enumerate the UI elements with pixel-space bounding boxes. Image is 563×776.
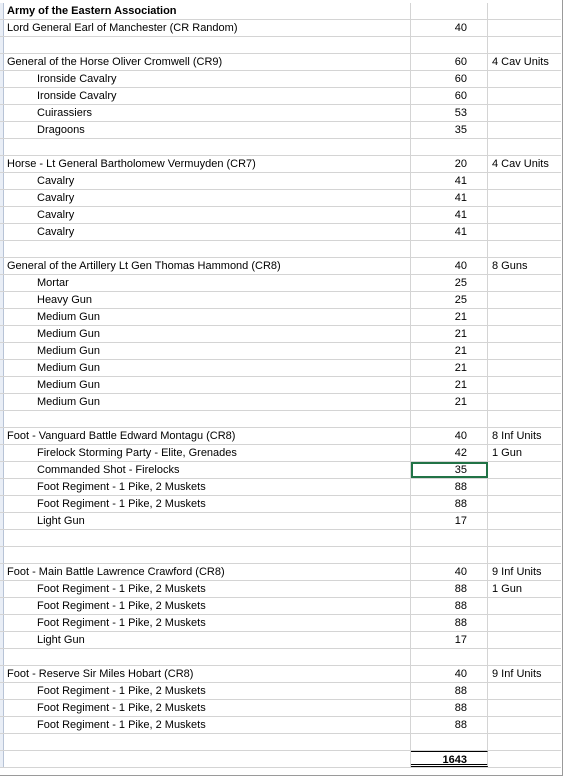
cell-notes[interactable] (488, 71, 561, 87)
cell-notes[interactable]: 4 Cav Units (492, 158, 549, 170)
cell-points[interactable]: 40 (411, 666, 488, 682)
table-row (0, 479, 561, 496)
cell-name[interactable]: Foot Regiment - 1 Pike, 2 Muskets (4, 615, 411, 631)
empty-row (0, 649, 561, 666)
cell-name[interactable]: Foot Regiment - 1 Pike, 2 Muskets (4, 496, 411, 512)
table-row (0, 190, 561, 207)
cell-points[interactable]: 88 (411, 581, 488, 597)
cell-notes[interactable] (488, 309, 561, 325)
empty-row (0, 547, 561, 564)
cell-name[interactable]: Cavalry (4, 224, 411, 240)
cell-points[interactable]: 60 (411, 71, 488, 87)
table-row (0, 428, 561, 445)
cell-name[interactable] (4, 241, 411, 257)
cell-notes[interactable] (488, 394, 561, 410)
empty-row (0, 241, 561, 258)
cell-points[interactable] (411, 139, 488, 155)
cell-points[interactable]: 53 (411, 105, 488, 121)
table-row (0, 394, 561, 411)
cell-points[interactable]: 88 (411, 615, 488, 631)
cell-name[interactable]: Cavalry (4, 207, 411, 223)
cell-notes[interactable] (488, 105, 561, 121)
cell-points[interactable]: 21 (411, 360, 488, 376)
cell-name[interactable]: Foot Regiment - 1 Pike, 2 Muskets (4, 598, 411, 614)
table-row (0, 292, 561, 309)
cell-notes[interactable] (488, 275, 561, 291)
cell-points[interactable]: 25 (411, 275, 488, 291)
table-row (0, 326, 561, 343)
table-row (0, 122, 561, 139)
table-row (0, 615, 561, 632)
cell-name[interactable]: Foot - Main Battle Lawrence Crawford (CR8) (4, 564, 411, 580)
table-row (0, 275, 561, 292)
cell-name[interactable]: Foot - Vanguard Battle Edward Montagu (CR8) (4, 428, 411, 444)
table-row (0, 343, 561, 360)
table-row (0, 445, 561, 462)
cell-points[interactable]: 21 (411, 377, 488, 393)
table-row (0, 224, 561, 241)
table-row (0, 207, 561, 224)
cell-points[interactable]: 40 (411, 258, 488, 274)
table-row (0, 105, 561, 122)
table-row (0, 700, 561, 717)
cell-notes[interactable] (488, 649, 561, 665)
cell-name[interactable] (4, 734, 411, 750)
cell-name[interactable]: Foot - Reserve Sir Miles Hobart (CR8) (4, 666, 411, 682)
cell-name[interactable] (4, 411, 411, 427)
cell-notes[interactable] (488, 751, 561, 767)
cell-points[interactable]: 35 (411, 122, 488, 138)
cell-name[interactable] (4, 139, 411, 155)
cell-points[interactable]: 88 (411, 717, 488, 733)
cell-points[interactable]: 21 (411, 343, 488, 359)
cell-name[interactable]: Medium Gun (4, 377, 411, 393)
cell-name[interactable] (4, 649, 411, 665)
cell-name[interactable]: Horse - Lt General Bartholomew Vermuyden (CR7) (4, 156, 411, 172)
total-points-cell[interactable]: 1643 (411, 751, 488, 767)
table-row (0, 564, 561, 581)
table-row (0, 377, 561, 394)
empty-row (0, 411, 561, 428)
cell-points[interactable]: 42 (411, 445, 488, 461)
cell-name[interactable]: Cavalry (4, 190, 411, 206)
total-row (0, 751, 561, 768)
cell-points[interactable] (411, 411, 488, 427)
table-row (0, 513, 561, 530)
table-row (0, 71, 561, 88)
cell-name[interactable]: Firelock Storming Party - Elite, Grenades (4, 445, 411, 461)
cell-points[interactable] (411, 3, 488, 19)
table-row (0, 173, 561, 190)
cell-notes[interactable] (488, 479, 561, 495)
cell-notes[interactable] (488, 88, 561, 104)
cell-name[interactable]: Commanded Shot - Firelocks (4, 462, 411, 478)
cell-name[interactable]: Medium Gun (4, 394, 411, 410)
cell-notes[interactable] (488, 3, 561, 19)
table-row (0, 683, 561, 700)
cell-points[interactable]: 17 (411, 513, 488, 529)
cell-notes[interactable]: 9 Inf Units (492, 566, 542, 578)
cell-points[interactable]: 21 (411, 326, 488, 342)
cell-points[interactable]: 88 (411, 479, 488, 495)
empty-row (0, 37, 561, 54)
cell-name[interactable]: Light Gun (4, 513, 411, 529)
cell-notes[interactable] (488, 683, 561, 699)
cell-notes[interactable] (488, 173, 561, 189)
table-row (0, 598, 561, 615)
cell-points[interactable]: 41 (411, 224, 488, 240)
cell-name[interactable]: Lord General Earl of Manchester (CR Random) (4, 20, 411, 36)
cell-name[interactable]: Foot Regiment - 1 Pike, 2 Muskets (4, 683, 411, 699)
cell-notes[interactable] (488, 139, 561, 155)
cell-notes[interactable]: 9 Inf Units (492, 668, 542, 680)
table-row (0, 54, 561, 71)
cell-name[interactable]: Medium Gun (4, 343, 411, 359)
cell-points[interactable]: 88 (411, 700, 488, 716)
cell-notes[interactable] (488, 224, 561, 240)
cell-notes[interactable]: 1 Gun (492, 583, 522, 595)
cell-notes[interactable] (488, 462, 561, 478)
cell-name[interactable]: General of the Artillery Lt Gen Thomas Hammond (CR8) (4, 258, 411, 274)
cell-name[interactable]: Heavy Gun (4, 292, 411, 308)
table-row (0, 258, 561, 275)
cell-name[interactable]: Foot Regiment - 1 Pike, 2 Muskets (4, 717, 411, 733)
cell-name[interactable] (4, 751, 411, 767)
cell-name[interactable] (4, 37, 411, 53)
cell-notes[interactable] (488, 411, 561, 427)
cell-notes[interactable] (488, 632, 561, 648)
cell-points[interactable]: 40 (411, 20, 488, 36)
cell-name[interactable]: Foot Regiment - 1 Pike, 2 Muskets (4, 700, 411, 716)
cell-points[interactable]: 35 (411, 462, 488, 478)
cell-notes[interactable] (488, 615, 561, 631)
cell-name[interactable]: General of the Horse Oliver Cromwell (CR9) (4, 54, 411, 70)
cell-points[interactable]: 41 (411, 190, 488, 206)
table-row (0, 309, 561, 326)
cell-points[interactable]: 60 (411, 88, 488, 104)
cell-notes[interactable] (488, 547, 561, 563)
cell-name[interactable]: Dragoons (4, 122, 411, 138)
cell-notes[interactable]: 1 Gun (492, 447, 522, 459)
cell-notes[interactable] (488, 377, 561, 393)
table-row (0, 496, 561, 513)
cell-points[interactable]: 17 (411, 632, 488, 648)
table-row (0, 3, 561, 20)
cell-name[interactable] (4, 530, 411, 546)
cell-notes[interactable] (488, 343, 561, 359)
cell-notes[interactable] (488, 717, 561, 733)
cell-notes[interactable] (488, 241, 561, 257)
cell-notes[interactable] (488, 734, 561, 750)
table-row (0, 581, 561, 598)
cell-name[interactable] (4, 547, 411, 563)
cell-notes[interactable] (488, 496, 561, 512)
cell-points[interactable]: 88 (411, 598, 488, 614)
cell-points[interactable] (411, 530, 488, 546)
table-row (0, 88, 561, 105)
cell-name[interactable]: Medium Gun (4, 309, 411, 325)
cell-points[interactable]: 41 (411, 173, 488, 189)
empty-row (0, 734, 561, 751)
table-row (0, 156, 561, 173)
cell-name[interactable]: Ironside Cavalry (4, 88, 411, 104)
cell-notes[interactable] (488, 598, 561, 614)
cell-name[interactable]: Medium Gun (4, 360, 411, 376)
cell-points[interactable] (411, 37, 488, 53)
cell-notes[interactable] (488, 37, 561, 53)
cell-points[interactable] (411, 547, 488, 563)
table-row (0, 360, 561, 377)
cell-name[interactable]: Foot Regiment - 1 Pike, 2 Muskets (4, 479, 411, 495)
empty-row (0, 530, 561, 547)
table-row (0, 20, 561, 37)
table-row (0, 632, 561, 649)
cell-notes[interactable] (488, 530, 561, 546)
cell-points[interactable] (411, 649, 488, 665)
cell-notes[interactable]: 4 Cav Units (492, 56, 549, 68)
cell-points[interactable]: 25 (411, 292, 488, 308)
cell-name[interactable]: Cuirassiers (4, 105, 411, 121)
cell-name[interactable]: Foot Regiment - 1 Pike, 2 Muskets (4, 581, 411, 597)
cell-points[interactable]: 20 (411, 156, 488, 172)
cell-notes[interactable] (488, 20, 561, 36)
cell-name[interactable]: Ironside Cavalry (4, 71, 411, 87)
empty-row (0, 139, 561, 156)
cell-notes[interactable]: 8 Guns (492, 260, 528, 272)
cell-notes[interactable] (488, 292, 561, 308)
cell-notes[interactable]: 8 Inf Units (492, 430, 542, 442)
cell-points[interactable]: 88 (411, 496, 488, 512)
cell-name[interactable]: Medium Gun (4, 326, 411, 342)
table-row (0, 666, 561, 683)
cell-points[interactable] (411, 734, 488, 750)
cell-points[interactable]: 21 (411, 309, 488, 325)
table-row (0, 462, 561, 479)
cell-points[interactable]: 41 (411, 207, 488, 223)
cell-notes[interactable] (488, 122, 561, 138)
cell-notes[interactable] (488, 360, 561, 376)
cell-points[interactable]: 40 (411, 564, 488, 580)
cell-notes[interactable] (488, 326, 561, 342)
cell-points[interactable]: 60 (411, 54, 488, 70)
cell-name[interactable]: Army of the Eastern Association (4, 3, 411, 19)
cell-notes[interactable] (488, 207, 561, 223)
cell-notes[interactable] (488, 700, 561, 716)
cell-points[interactable]: 40 (411, 428, 488, 444)
cell-name[interactable]: Cavalry (4, 173, 411, 189)
cell-points[interactable]: 21 (411, 394, 488, 410)
cell-name[interactable]: Mortar (4, 275, 411, 291)
cell-points[interactable] (411, 241, 488, 257)
cell-name[interactable]: Light Gun (4, 632, 411, 648)
table-row (0, 717, 561, 734)
cell-points[interactable]: 88 (411, 683, 488, 699)
cell-notes[interactable] (488, 513, 561, 529)
cell-notes[interactable] (488, 190, 561, 206)
